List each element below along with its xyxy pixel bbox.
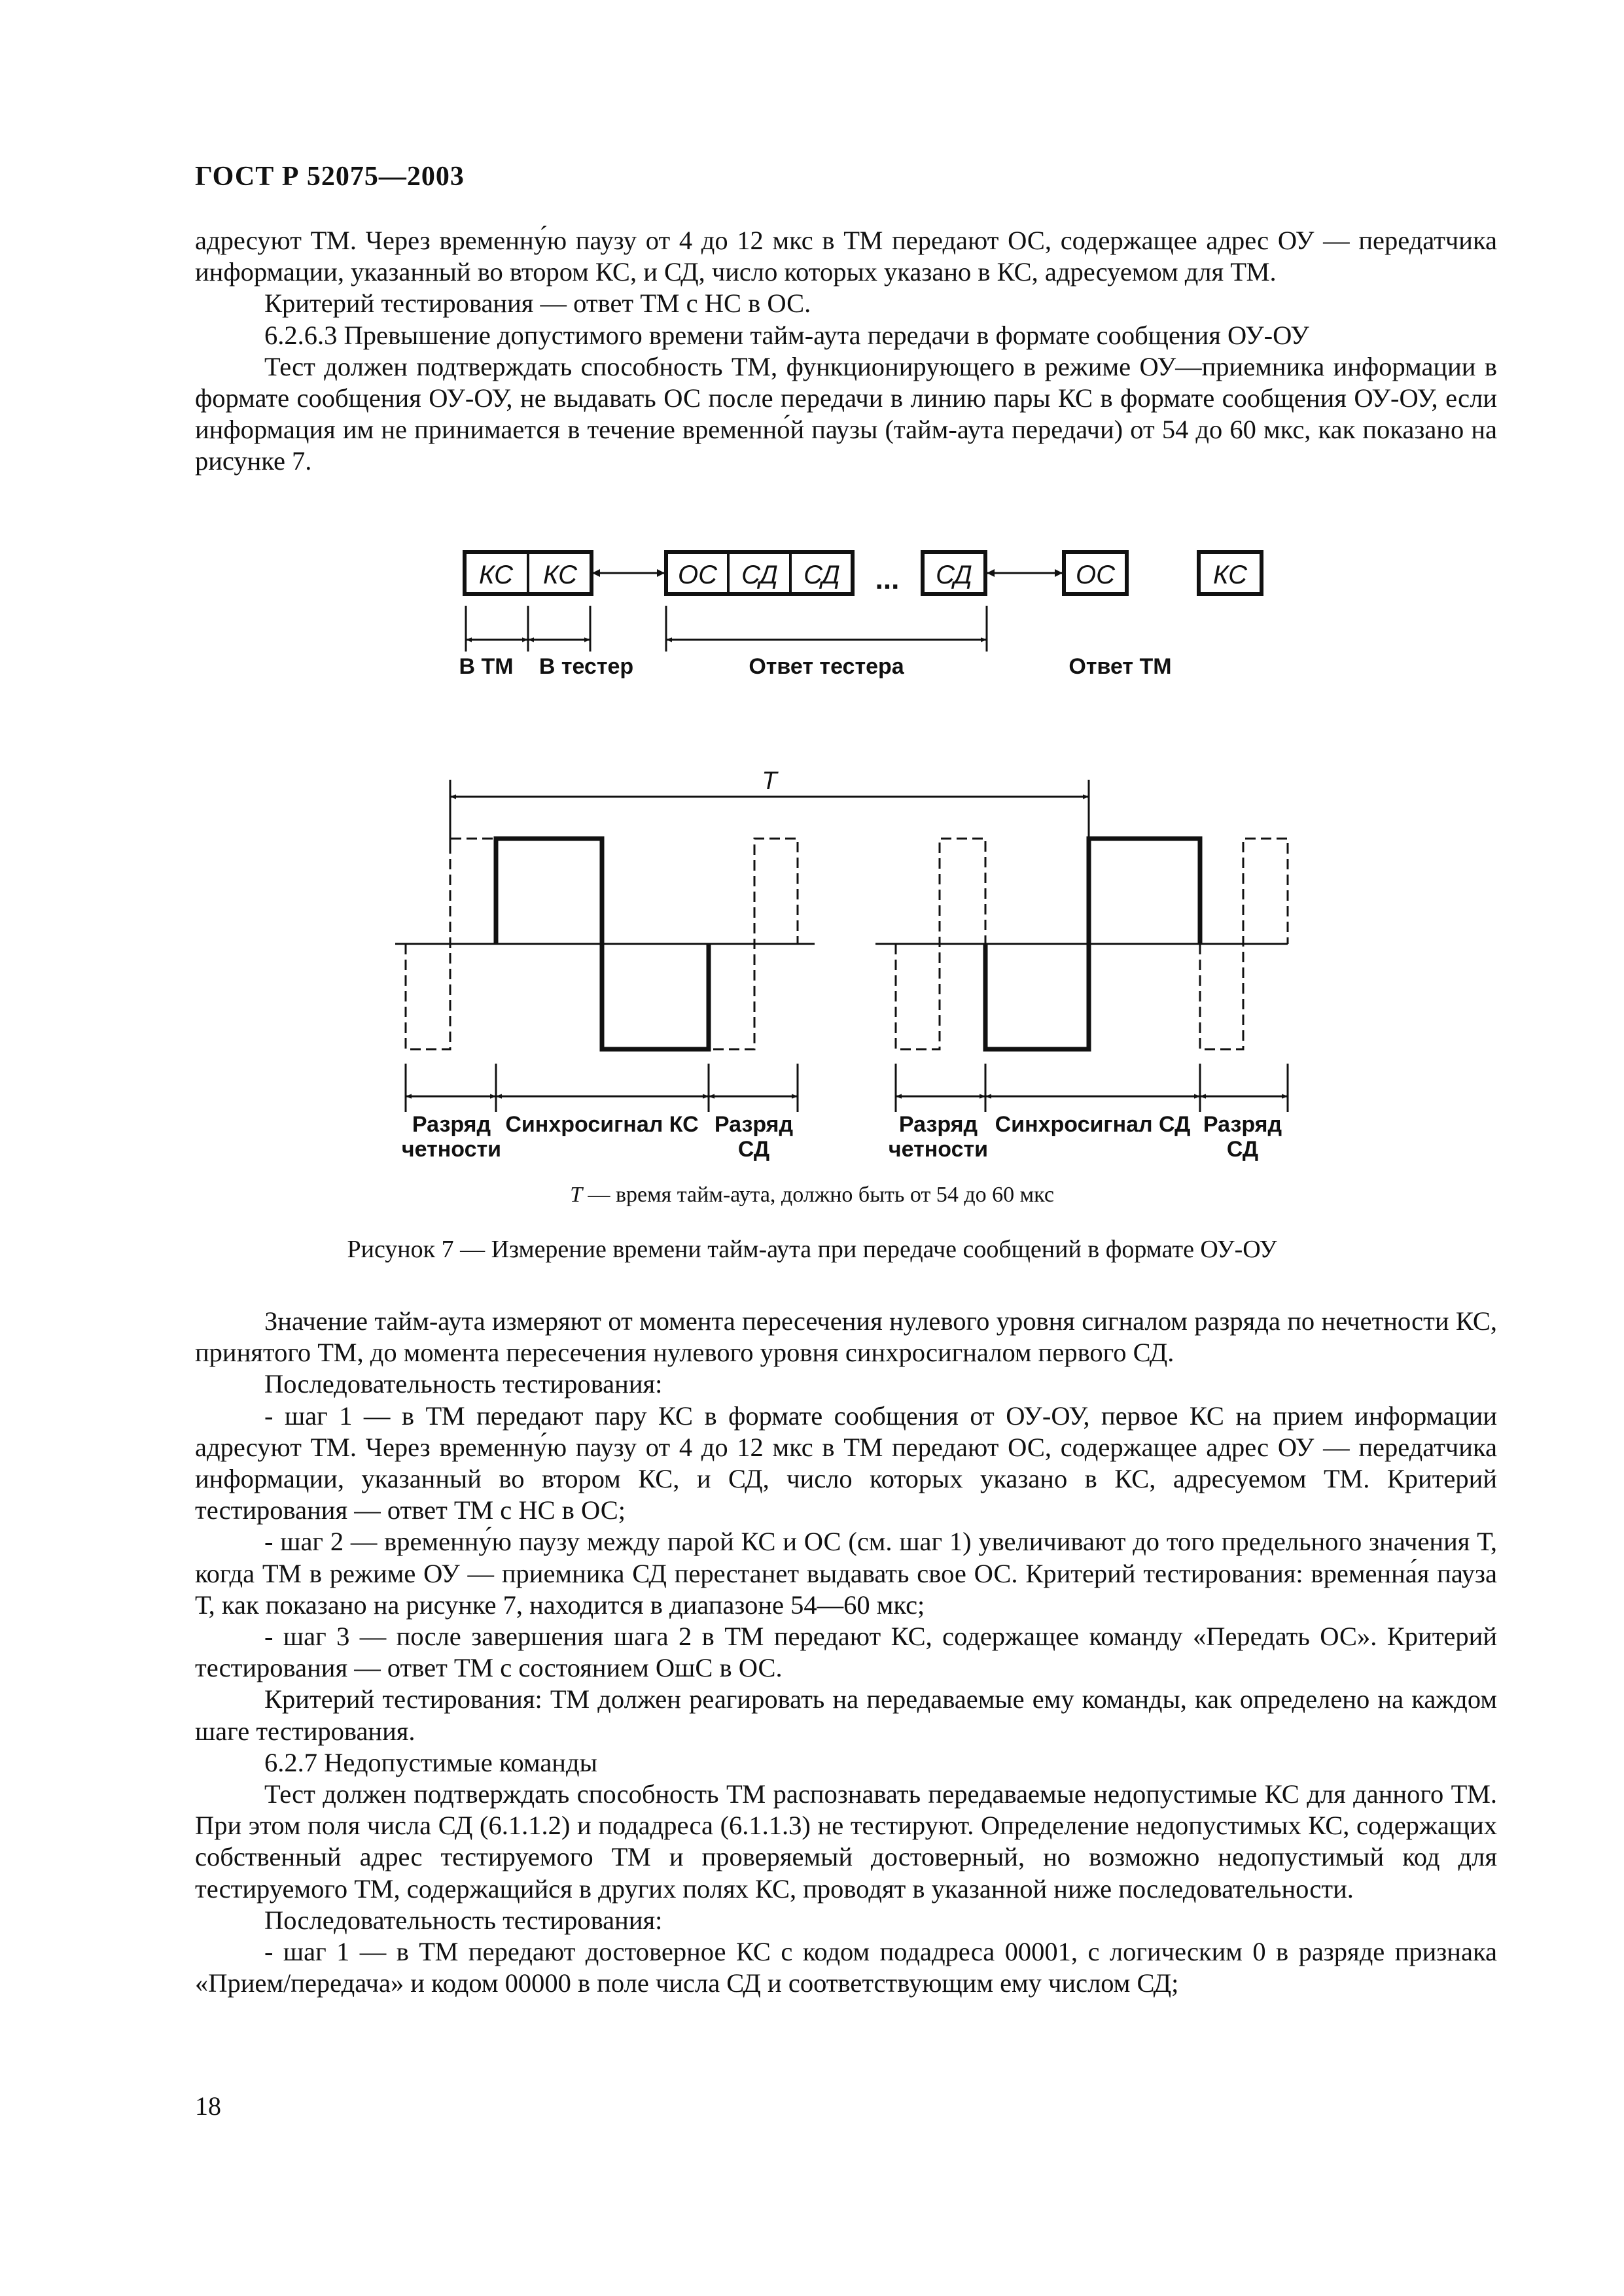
paragraph: Критерий тестирования: ТМ должен реагировать на передаваемые ему команды, как определено на каждом шаге тестирования. bbox=[195, 1684, 1497, 1746]
label-data-bit: Разряд bbox=[1203, 1112, 1282, 1137]
word-sd: СД bbox=[803, 561, 840, 589]
label-to-tester: В тестер bbox=[538, 654, 634, 679]
page-number: 18 bbox=[195, 2091, 221, 2121]
label-data-bit: СД bbox=[1226, 1137, 1259, 1162]
section-heading: 6.2.6.3 Превышение допустимого времени тайм-аута передачи в формате сообщения ОУ-ОУ bbox=[264, 320, 1309, 350]
word-os: ОС bbox=[678, 561, 717, 589]
paragraph: адресуют ТМ. Через временну́ю паузу от 4 до 12 мкс в ТМ передают ОС, содержащее адрес ОУ — передатчика информации, указанный во втором КС, и СД, число которых указано в КС, адресуемом для ТМ. bbox=[195, 226, 1497, 287]
list-item: - шаг 1 — в ТМ передают пару КС в формате сообщения от ОУ-ОУ, первое КС на прием информации адресуют ТМ. Через временну́ю паузу от 4 до 12 мкс в ТМ передают ОС, содержащее адрес ОУ — передатчика информации, указанный во втором КС, и СД, число которых указано в КС, адресуемом ТМ. Критерий тестирования — ответ ТМ с НС в ОС; bbox=[195, 1400, 1497, 1525]
label-tester-response: Ответ тестера bbox=[749, 654, 904, 679]
word-sequence bbox=[465, 552, 1262, 594]
timeout-label: T bbox=[762, 767, 777, 795]
label-tm-response: Ответ ТМ bbox=[1068, 654, 1172, 679]
paragraph: Последовательность тестирования: bbox=[264, 1369, 663, 1399]
document-header: ГОСТ Р 52075—2003 bbox=[195, 162, 465, 192]
note-text: — время тайм-аута, должно быть от 54 до 60 мкс bbox=[582, 1183, 1054, 1207]
paragraph: Значение тайм-аута измеряют от момента пересечения нулевого уровня сигналом разряда по нечетности КС, принятого ТМ, до момента пересечения нулевого уровня синхросигналом первого СД. bbox=[195, 1306, 1497, 1368]
section-heading: 6.2.7 Недопустимые команды bbox=[264, 1747, 597, 1777]
label-data-bit: СД bbox=[737, 1137, 770, 1162]
label-data-bit: Разряд bbox=[714, 1112, 794, 1137]
sequence-dimensions bbox=[466, 606, 987, 652]
list-item: - шаг 3 — после завершения шага 2 в ТМ передают КС, содержащее команду «Передать ОС». Критерий тестирования — ответ ТМ с состоянием ОшС в ОС. bbox=[195, 1622, 1497, 1683]
label-parity: Разряд bbox=[898, 1112, 978, 1137]
figure-note bbox=[0, 1183, 1624, 1208]
word-sd: СД bbox=[936, 561, 972, 589]
word-sd: СД bbox=[741, 561, 778, 589]
paragraph: Критерий тестирования — ответ ТМ с НС в ОС. bbox=[264, 288, 811, 319]
word-ks: КС bbox=[478, 561, 514, 589]
paragraph: Тест должен подтверждать способность ТМ распознавать передаваемые недопустимые КС для данного ТМ. При этом поля числа СД (6.1.1.2) и подадреса (6.1.1.3) не тестируют. Определение недопустимых КС, содержащих собственный адрес тестируемого ТМ и проверяемый достоверный, но возможно недопустимый код для тестируемого ТМ, содержащийся в других полях КС, проводят в указанной ниже последовательности. bbox=[195, 1779, 1497, 1904]
paragraph: Последовательность тестирования: bbox=[264, 1905, 663, 1935]
list-item: - шаг 1 — в ТМ передают достоверное КС с кодом подадреса 00001, с логическим 0 в разряде признака «Прием/передача» и кодом 00000 в поле числа СД и соответствующим ему числом СД; bbox=[195, 1937, 1497, 1998]
label-parity: четности bbox=[888, 1137, 989, 1162]
label-to-tm: В ТМ bbox=[459, 654, 514, 679]
waveform-dimensions bbox=[406, 1064, 1288, 1112]
list-item: - шаг 2 — временну́ю паузу между парой КС и ОС (см. шаг 1) увеличивают до того предельного значения Т, когда ТМ в режиме ОУ — приемника СД перестанет выдавать свое ОС. Критерий тестирования: временна́я пауза Т, как показано на рисунке 7, находится в диапазоне 54—60 мкс; bbox=[195, 1527, 1497, 1620]
paragraph: Тест должен подтверждать способность ТМ, функционирующего в режиме ОУ—приемника информации в формате сообщения ОУ-ОУ, не выдавать ОС после передачи в линию пары КС в формате сообщения ОУ-ОУ, если информация им не принимается в течение временно́й паузы (тайм-аута передачи) от 54 до 60 мкс, как показано на рисунке 7. bbox=[195, 351, 1497, 476]
word-ellipsis: ... bbox=[875, 563, 900, 595]
label-parity: Разряд bbox=[412, 1112, 491, 1137]
word-ks: КС bbox=[542, 561, 578, 589]
note-symbol: T bbox=[570, 1183, 582, 1207]
figure-caption: Рисунок 7 — Измерение времени тайм-аута при передаче сообщений в формате ОУ-ОУ bbox=[347, 1236, 1277, 1263]
word-ks: КС bbox=[1212, 561, 1248, 589]
word-os: ОС bbox=[1076, 561, 1115, 589]
label-sync-sd: Синхросигнал СД bbox=[995, 1112, 1191, 1137]
label-sync-ks: Синхросигнал КС bbox=[505, 1112, 699, 1137]
text-block-bottom bbox=[195, 1306, 1497, 1999]
label-parity: четности bbox=[401, 1137, 502, 1162]
